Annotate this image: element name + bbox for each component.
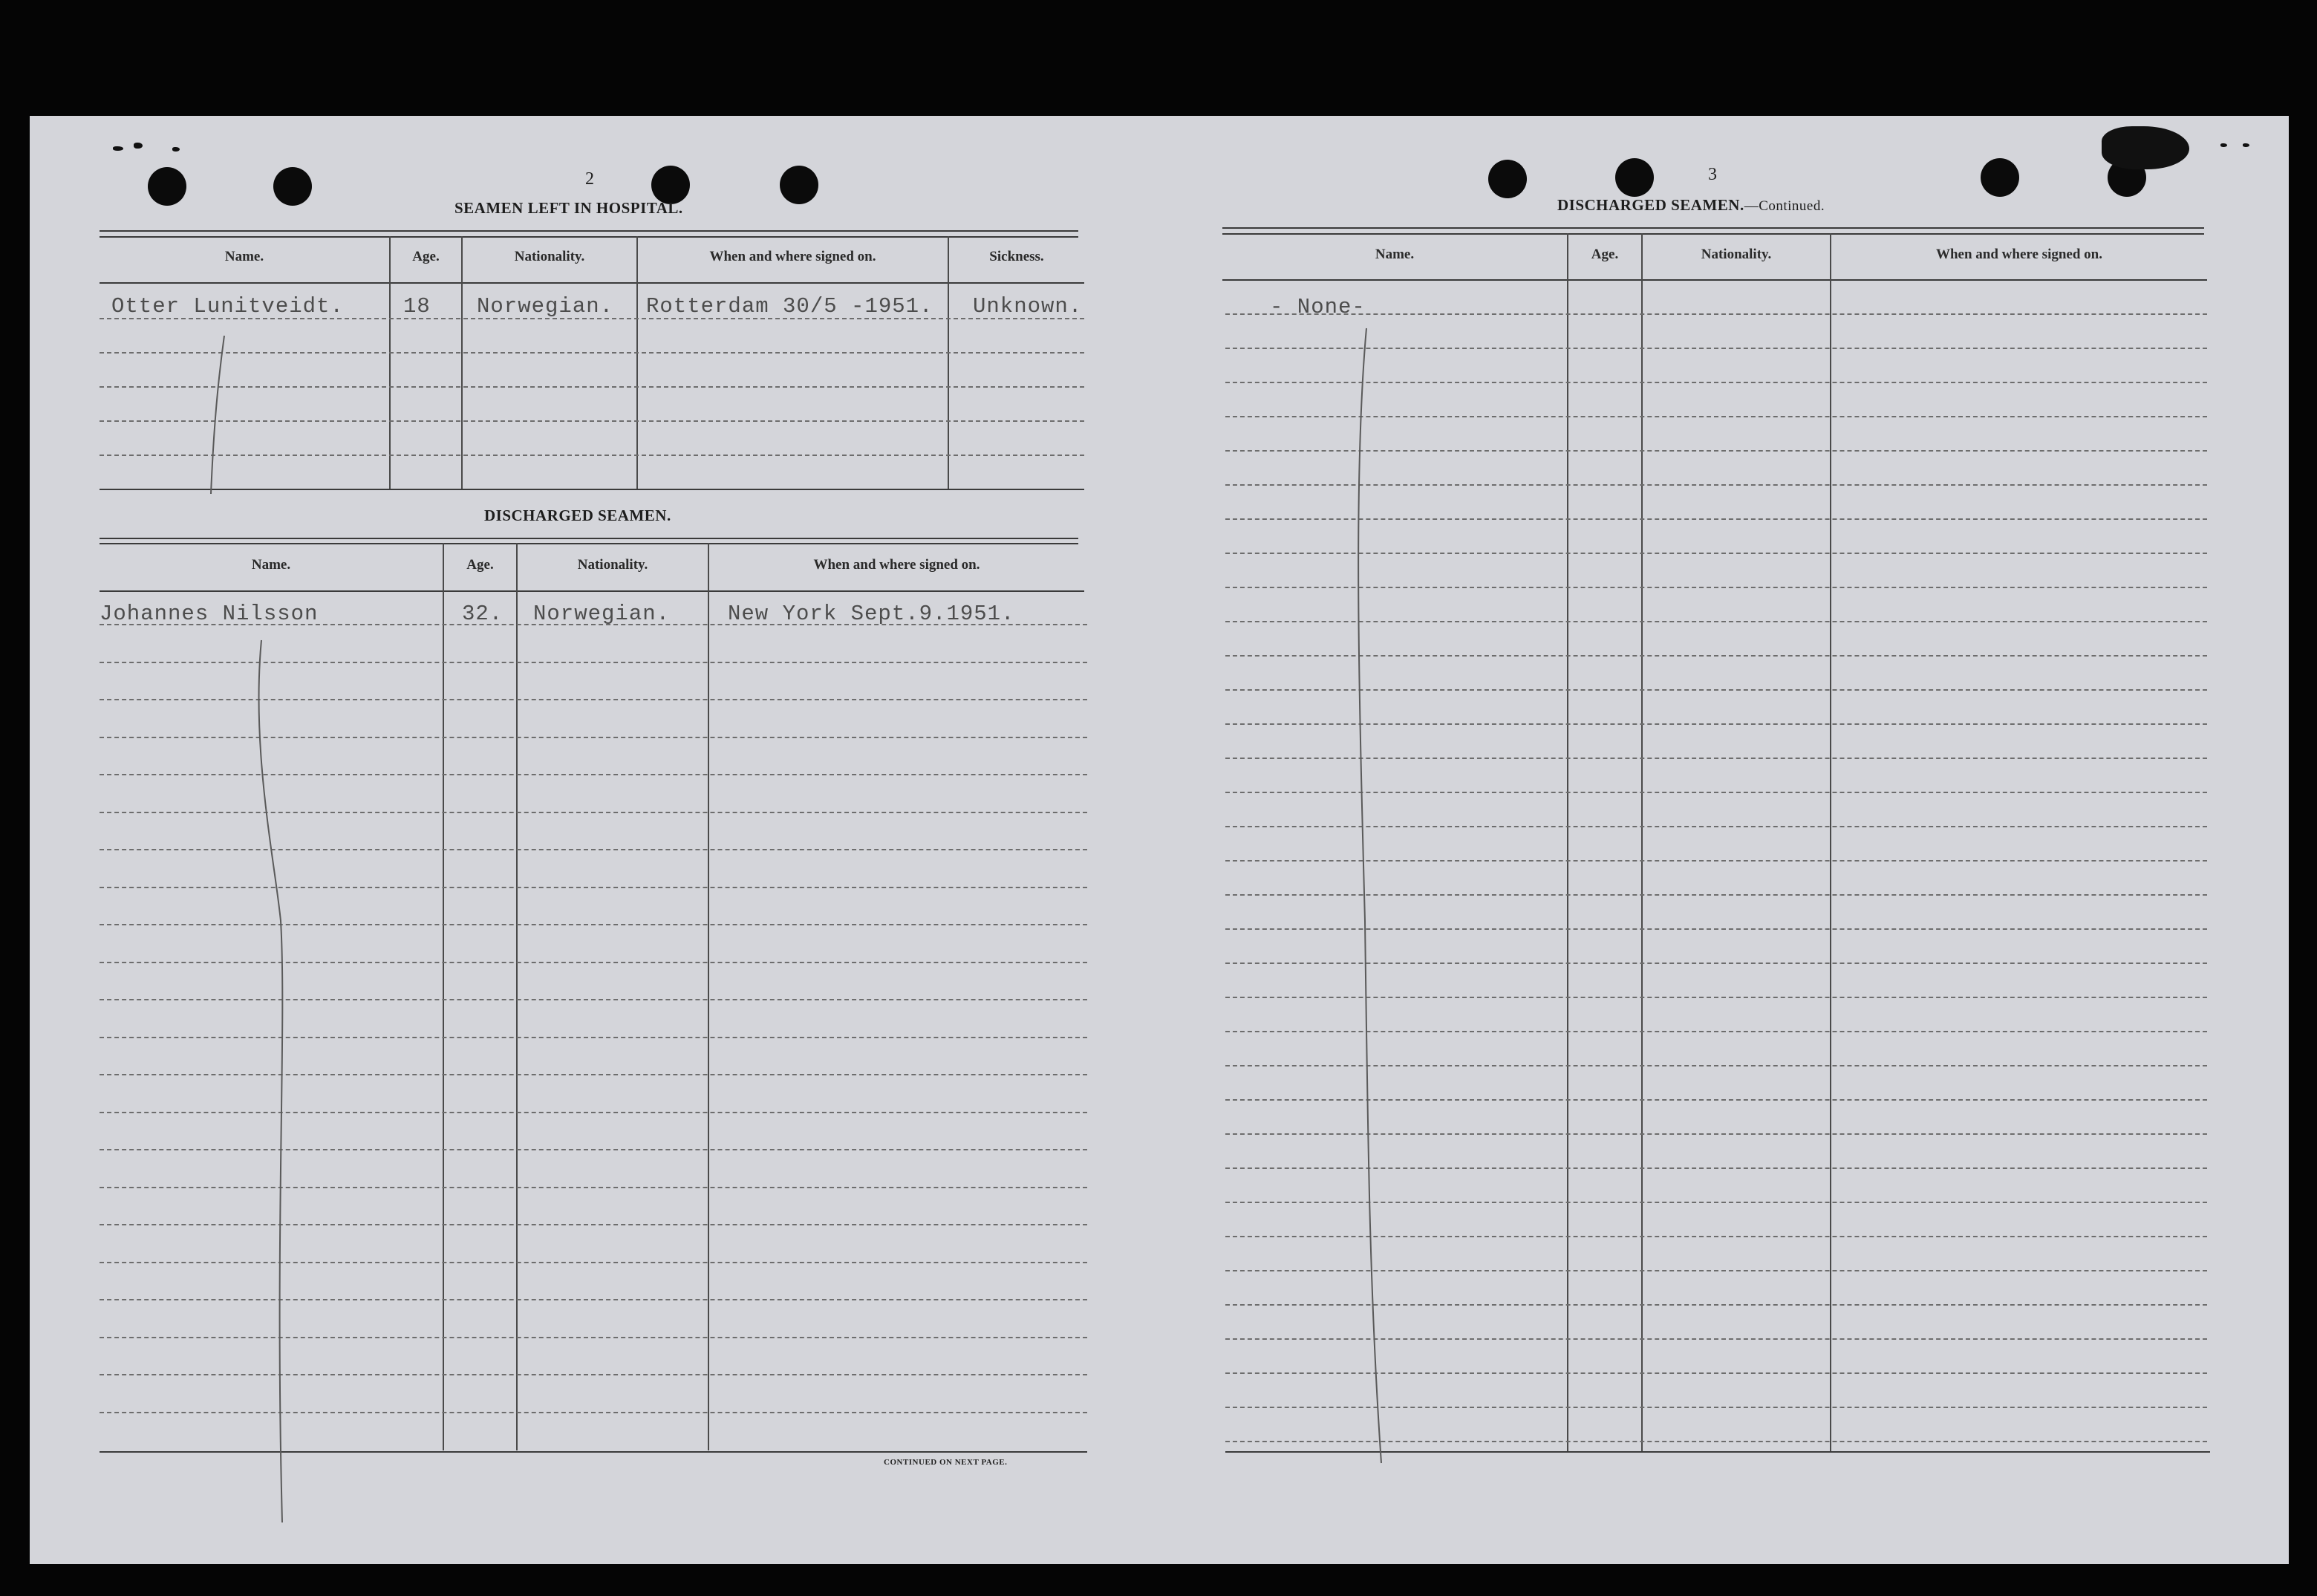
column-divider	[708, 543, 709, 1450]
hospital-entry-nationality: Norwegian.	[477, 294, 614, 319]
fold-line	[1337, 327, 1404, 1470]
discharged-entry-signed-on: New York Sept.9.1951.	[728, 602, 1015, 626]
punch-hole	[273, 167, 312, 206]
ruled-line	[100, 420, 1084, 422]
column-divider	[516, 543, 518, 1450]
header-nationality: Nationality.	[1701, 247, 1772, 262]
ink-mark	[2243, 143, 2249, 147]
header-name: Name.	[224, 249, 264, 264]
punch-hole	[780, 166, 818, 204]
hospital-entry-age: 18	[403, 294, 431, 319]
ink-mark	[134, 143, 143, 149]
ruled-line	[100, 318, 1084, 319]
header-age: Age.	[1591, 247, 1619, 262]
table-bottom-rule	[100, 489, 1084, 490]
page-number-right: 3	[1708, 165, 1717, 184]
header-rule	[1222, 279, 2207, 281]
ruled-line	[100, 352, 1084, 354]
column-divider	[948, 236, 949, 489]
column-divider	[389, 236, 391, 489]
ink-blot	[2102, 126, 2189, 169]
ink-mark	[2220, 143, 2227, 147]
header-signed-on: When and where signed on.	[1935, 247, 2102, 262]
ruled-line	[1225, 313, 2207, 315]
header-rule	[100, 590, 1084, 592]
table-top-rule	[100, 236, 1078, 238]
hospital-entry-signed-on: Rotterdam 30/5 -1951.	[646, 294, 933, 319]
ruled-line	[100, 624, 1087, 625]
hospital-entry-sickness: Unknown.	[973, 294, 1083, 319]
punch-hole	[1981, 158, 2019, 197]
right-title-suffix: —Continued.	[1744, 198, 1825, 214]
ruled-line	[100, 455, 1084, 456]
ink-mark	[172, 147, 180, 152]
continued-note: CONTINUED ON NEXT PAGE.	[884, 1458, 1008, 1467]
column-divider	[461, 236, 463, 489]
hospital-entry-name: Otter Lunitveidt.	[111, 294, 344, 319]
discharged-entry-nationality: Norwegian.	[533, 602, 671, 626]
manifest-sheet	[30, 116, 2289, 1564]
punch-hole	[148, 167, 186, 206]
hospital-section-title: SEAMEN LEFT IN HOSPITAL.	[454, 199, 683, 217]
header-nationality: Nationality.	[514, 249, 585, 264]
header-sickness: Sickness.	[989, 249, 1044, 264]
header-signed-on: When and where signed on.	[709, 249, 876, 264]
table-top-rule	[100, 230, 1078, 232]
header-nationality: Nationality.	[577, 557, 648, 573]
column-divider	[443, 543, 444, 1450]
header-age: Age.	[466, 557, 494, 573]
table-top-rule	[1222, 233, 2204, 235]
fold-line	[245, 639, 304, 1530]
right-section-title	[1557, 196, 1825, 215]
table-top-rule	[1222, 227, 2204, 229]
punch-hole	[1615, 158, 1654, 197]
discharged-section-title: DISCHARGED SEAMEN.	[484, 507, 671, 524]
none-entry: - None-	[1270, 295, 1366, 319]
discharged-entry-age: 32.	[462, 602, 504, 626]
header-age: Age.	[412, 249, 440, 264]
header-rule	[100, 282, 1084, 284]
table-top-rule	[100, 538, 1078, 539]
page-number-left: 2	[585, 169, 594, 189]
ink-mark	[113, 146, 123, 151]
right-title-text: DISCHARGED SEAMEN.	[1557, 196, 1744, 214]
ruled-line	[100, 386, 1084, 388]
header-signed-on: When and where signed on.	[813, 557, 980, 573]
table-top-rule	[100, 543, 1078, 544]
column-divider	[636, 236, 638, 489]
header-name: Name.	[1375, 247, 1415, 262]
punch-hole	[1488, 160, 1527, 198]
fold-line	[201, 334, 230, 498]
discharged-entry-name: Johannes Nilsson	[100, 602, 319, 626]
header-name: Name.	[251, 557, 291, 573]
